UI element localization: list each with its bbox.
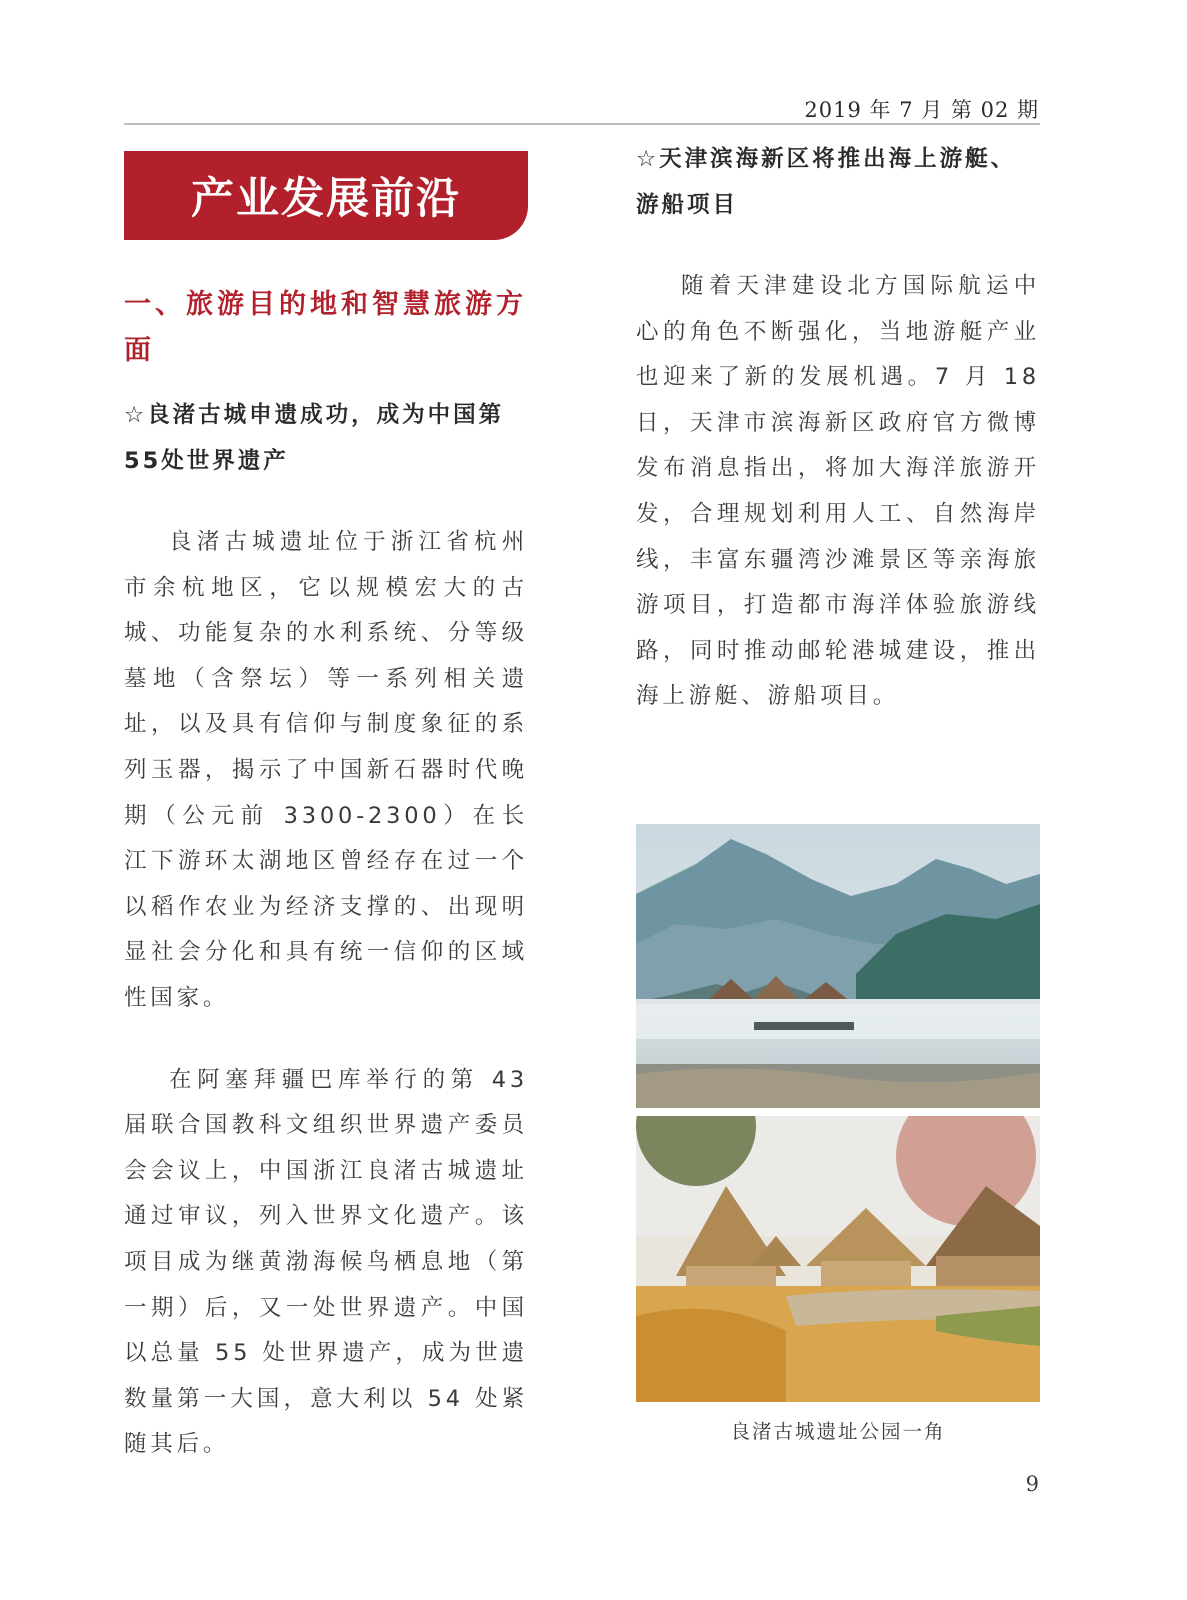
photo-caption: 良渚古城遗址公园一角 bbox=[730, 1420, 946, 1443]
left-column bbox=[124, 282, 528, 1468]
issue-date: 2019 年 7 月 第 02 期 bbox=[804, 98, 1039, 122]
article-paragraph: 良渚古城遗址位于浙江省杭州市余杭地区，它以规模宏大的古城、功能复杂的水利系统、分等级墓地（含祭坛）等一系列相关遗址，以及具有信仰与制度象征的系列玉器，揭示了中国新石器时代晚期（公元前 3300-2300）在长江下游环太湖地区曾经存在过一个以稻作农业为经济支撑的、出现明显社会分化和具有统一信仰的区域性国家。 bbox=[124, 529, 528, 1011]
article-paragraph: 随着天津建设北方国际航运中心的角色不断强化，当地游艇产业也迎来了新的发展机遇。7 月 18 日，天津市滨海新区政府官方微博发布消息指出，将加大海洋旅游开发，合理规划利用人工、自然海岸线，丰富东疆湾沙滩景区等亲海旅游项目，打造都市海洋体验旅游线路，同时推动邮轮港城建设，推出海上游艇、游船项目。 bbox=[636, 273, 1040, 710]
article-heading-tianjin: ☆天津滨海新区将推出海上游艇、游船项目 bbox=[636, 146, 1017, 218]
article-paragraph: 在阿塞拜疆巴库举行的第 43 届联合国教科文组织世界遗产委员会会议上，中国浙江良渚古城遗址通过审议，列入世界文化遗产。该项目成为继黄渤海候鸟栖息地（第一期）后，又一处世界遗产。中国以总量 55 处世界遗产，成为世遗数量第一大国，意大利以 54 处紧随其后。 bbox=[124, 1066, 528, 1458]
section-title: 产业发展前沿 bbox=[191, 174, 461, 224]
page-number: 9 bbox=[1025, 1472, 1039, 1496]
article-heading-liangzhu: ☆良渚古城申遗成功，成为中国第55处世界遗产 bbox=[124, 402, 505, 474]
right-column bbox=[636, 136, 1040, 720]
village-photo bbox=[636, 1116, 1040, 1402]
section-heading: 一、旅游目的地和智慧旅游方面 bbox=[124, 289, 527, 366]
section-banner bbox=[124, 151, 528, 240]
header-divider bbox=[124, 123, 1040, 125]
landscape-photo bbox=[636, 824, 1040, 1108]
